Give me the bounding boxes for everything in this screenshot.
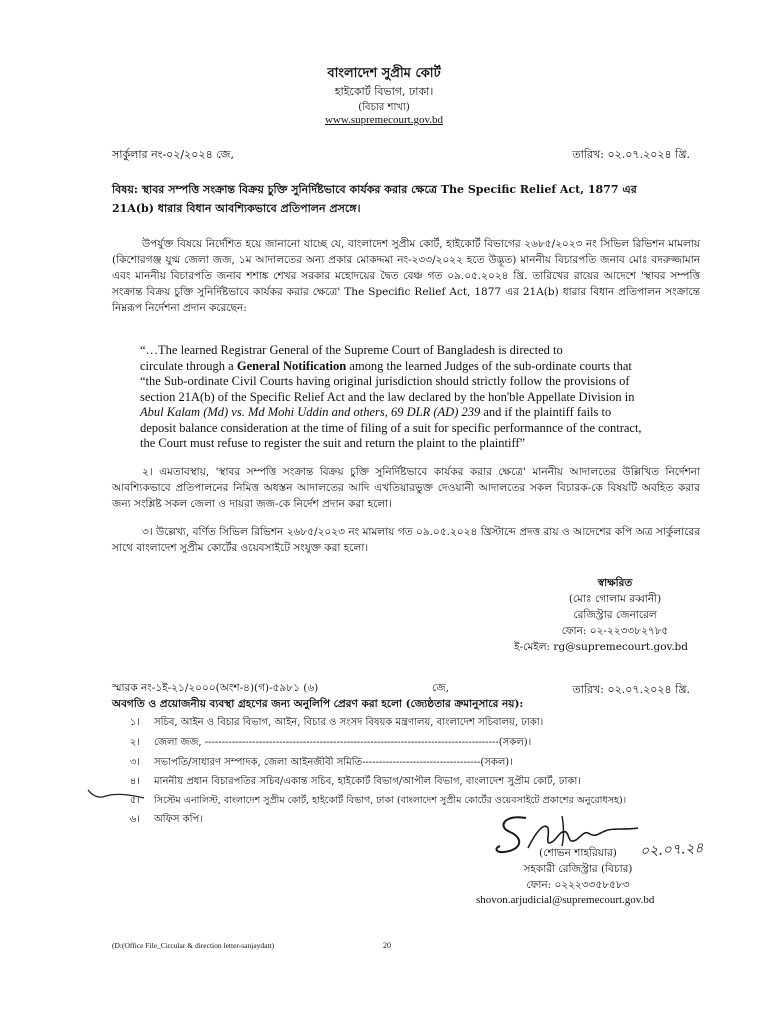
list-item-text: সিস্টেম এনালিস্ট, বাংলাদেশ সুপ্রীম কোর্ট, হাইকোর্ট বিভাগ, ঢাকা (বাংলাদেশ সুপ্রীম কোর্টের ওয়েবসাইটে প্রকাশের অনুরোধসহ)। xyxy=(154,795,627,806)
list-item xyxy=(118,775,708,789)
subject-label: বিষয়: xyxy=(112,183,138,196)
page-number: 20 xyxy=(383,941,391,950)
memo-number: স্মারক নং-১ই-২১/২০০০(অংশ-৪)(গ)-৫৯৮১ (৬) xyxy=(112,682,319,694)
list-item-number: ৬। xyxy=(129,814,140,825)
signatory-designation: রেজিস্ট্রার জেনারেল xyxy=(573,609,657,621)
quote-line: “the Sub-ordinate Civil Courts having original jurisdiction should strictly follow the provisions of xyxy=(140,374,630,388)
list-item-text: সভাপতি/সাধারণ সম্পাদক, জেলা আইনজীবী সমিতি-----------------------------------(সকল)। xyxy=(154,757,513,768)
list-item-number: ৪। xyxy=(129,776,140,787)
branch-name: (বিচার শাখা) xyxy=(358,102,410,113)
court-title: বাংলাদেশ সুপ্রীম কোর্ট xyxy=(327,66,441,81)
signature-block-ar xyxy=(488,845,668,893)
quote-line: circulate through a General Notification among the learned Judges of the sub-ordinate courts that xyxy=(140,358,632,373)
quote-line: the Court must refuse to register the suit and return the plaint to the plaintiff” xyxy=(140,436,526,450)
list-item xyxy=(118,794,708,808)
court-quote xyxy=(140,343,700,452)
signed-label: স্বাক্ষরিত xyxy=(597,577,633,589)
subject-line-1: স্থাবর সম্পত্তি সংক্রান্ত বিক্রয় চুক্তি সুনির্দিষ্টভাবে কার্যকর করার ক্ষেত্রে The Specific Relief Act, 1877 এর xyxy=(141,183,637,196)
para1-line: উপর্যুক্ত বিষয়ে নির্দেশিত হয়ে জানানো যাচ্ছে যে, বাংলাদেশ সুপ্রীম কোর্ট, হাইকোর্ট বিভাগের ২৬৮৫/২০২৩ নং xyxy=(142,238,597,250)
para3-line: সার্কুলারের সাথে বাংলাদেশ সুপ্রীম কোর্টের ওয়েবসাইটে সংযুক্ত করা হলো। xyxy=(112,526,700,554)
quote-line: deposit balance consideration at the time of filing of a suit for specific performannce of the contract, xyxy=(140,420,642,435)
para1-line: ০৯.০৫.২০২৪ খ্রি. তারিখের রায়ের আদেশে 'স্থাবর সম্পত্তি সংক্রান্ত বিক্রয় চুক্তি সুনির্দিষ্টভাবে কার্যকর করার ক্ষেত্রে' The xyxy=(112,270,700,298)
quote-line: Abul Kalam (Md) vs. Md Mohi Uddin and others, 69 DLR (AD) 239 and if the plaintiff fails to xyxy=(140,405,612,419)
signatory-email: ই-মেইল: rg@supremecourt.gov.bd xyxy=(514,641,688,653)
quote-line: section 21A(b) of the Specific Relief Act and the law declared by the hon'ble Appellate Division in xyxy=(140,389,635,404)
para2-line: উল্লিখিত নির্দেশনা আবশ্যিকভাবে প্রতিপালনের নিমিত্ত অধস্তন আদালতের আদি এখতিয়ারভুক্ত দেওয়ানী আদালতের সকল xyxy=(112,466,700,494)
distribution-heading: অবগতি ও প্রয়োজনীয় ব্যবস্থা গ্রহণের জন্য অনুলিপি প্রেরণ করা হলো (জ্যেষ্ঠতার ক্রমানুসারে নয়): xyxy=(112,698,524,710)
list-item-text: জেলা জজ, ---------------------------------------------------------------------------------------(সকল)। xyxy=(154,737,532,748)
paragraph-3 xyxy=(112,524,700,556)
signatory-phone: ফোন: ০২-২২৩৩৮২৭৮৫ xyxy=(561,625,669,637)
list-item-text: সচিব, আইন ও বিচার বিভাগ, আইন, বিচার ও সংসদ বিষয়ক মন্ত্রণালয়, বাংলাদেশ সচিবালয়, ঢাকা। xyxy=(154,717,544,728)
website-link[interactable]: www.supremecourt.gov.bd xyxy=(324,114,444,126)
circular-date: তারিখ: ০২.০৭.২০২৪ খ্রি. xyxy=(572,148,690,161)
footer-file-path: (D:(Office File_Circular & direction letter-sanjaydatt) xyxy=(112,941,275,950)
subject-line-2: 21A(b) ধারার বিধান আবশ্যিকভাবে প্রতিপালন প্রসঙ্গে। xyxy=(112,202,361,215)
memo-date: তারিখ: ০২.০৭.২০২৪ খ্রি. xyxy=(572,683,690,696)
subject xyxy=(112,180,712,218)
check-mark-icon xyxy=(86,786,146,806)
division-name: হাইকোর্ট বিভাগ, ঢাকা। xyxy=(334,85,434,98)
list-item-number: ৩। xyxy=(129,757,140,768)
signatory2-phone: ফোন: ০২২২৩৩৫৮৫৮৩ xyxy=(526,879,630,891)
paragraph-1 xyxy=(112,236,700,316)
para2-line: ২। এমতাবস্থায়, 'স্থাবর সম্পত্তি সংক্রান্ত বিক্রয় চুক্তি সুনির্দিষ্টভাবে কার্যকর করার ক্ষেত্রে' মাননীয় আদালতের xyxy=(142,466,617,478)
list-item xyxy=(118,736,708,750)
para2-line: বিচারক-কে বিষয়টি অবহিত করার জন্য সংশ্লিষ্ট সকল জেলা ও দায়রা জজ-কে নির্দেশ প্রদান করা হলো। xyxy=(112,482,700,510)
list-item-number: ৫। xyxy=(129,795,140,806)
list-item-number: ১। xyxy=(129,717,140,728)
quote-line: “…The learned Registrar General of the Supreme Court of Bangladesh is directed to xyxy=(140,343,563,357)
para1-line: সিভিল রিভিশন মামলায় (কিশোরগঞ্জ যুগ্ম জেলা জজ, ১ম আদালতের অন্য প্রকার মোকদ্দমা নং-২৩৩/২০২২ হতে উদ্ভূত) xyxy=(112,238,700,266)
para1-line: Specific Relief Act, 1877 এর 21A(b) ধারার বিধান প্রতিপালন সংক্রান্তে নিম্নরূপ নির্দেশনা প্রদান করেছেন: xyxy=(112,286,700,314)
para3-line: ৩। উল্লেখ্য, বর্ণিত সিভিল রিভিশন ২৬৮৫/২০২৩ নং মামলায় গত ০৯.০৫.২০২৪ খ্রিস্টাব্দে প্রদত্ত রায় ও আদেশের কপি অত্র xyxy=(142,526,653,538)
signatory2-name: (শোভন শাহরিয়ার) xyxy=(539,847,617,859)
memo-suffix: জে, xyxy=(432,682,449,694)
list-item xyxy=(118,756,708,770)
circular-number: সার্কুলার নং-০২/২০২৪ জে, xyxy=(112,148,235,161)
list-item-text: মাননীয় প্রধান বিচারপতির সচিব/একান্ত সচিব, হাইকোর্ট বিভাগ/আপীল বিভাগ, বাংলাদেশ সুপ্রীম কোর্ট, ঢাকা। xyxy=(154,776,581,787)
signature-block-rg xyxy=(530,575,700,639)
paragraph-2 xyxy=(112,464,700,512)
list-item-number: ২। xyxy=(129,737,140,748)
para1-line: মাননীয় বিচারপতি জনাব মোঃ বদরুজ্জামান এবং মাননীয় বিচারপতি জনাব শশাঙ্ক শেখর সরকার মহোদয়ের দ্বৈত বেঞ্চ গত xyxy=(112,254,701,282)
case-citation: Abul Kalam (Md) vs. Md Mohi Uddin and others, 69 DLR (AD) 239 xyxy=(140,405,481,419)
quote-emphasis: General Notification xyxy=(236,358,347,373)
list-item xyxy=(118,716,708,730)
handwritten-date: ০২.০৭.২৪ xyxy=(639,840,704,860)
list-item-text: অফিস কপি। xyxy=(154,814,203,825)
signatory2-designation: সহকারী রেজিস্ট্রার (বিচার) xyxy=(523,863,633,875)
signatory-name: (মোঃ গোলাম রব্বানী) xyxy=(568,593,662,605)
signatory2-email: shovon.arjudicial@supremecourt.gov.bd xyxy=(476,894,655,906)
